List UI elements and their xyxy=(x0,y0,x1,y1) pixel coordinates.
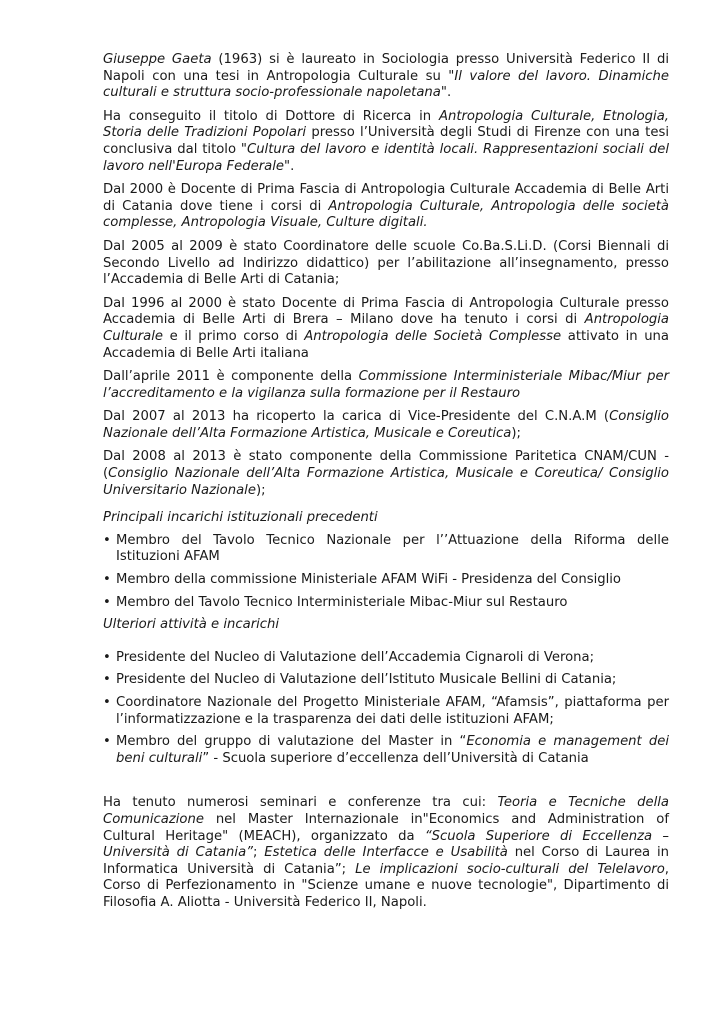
author-name: Giuseppe Gaeta xyxy=(103,52,212,67)
previous-roles-list xyxy=(103,533,669,611)
paragraph-catania-teaching xyxy=(103,182,669,232)
list-item: • Membro del Tavolo Tecnico Interministeriale Mibac-Miur sul Restauro xyxy=(103,595,669,612)
cv-document xyxy=(103,52,669,919)
text-span: Dal 2005 al 2009 è stato Coordinatore delle scuole Co.Ba.S.Li.D. (Corsi Biennali di Secondo Livello ad Indirizzo didattico) per l’abilitazione all’insegnamento, presso l’Accademia di Belle Arti di Catania; xyxy=(103,238,669,288)
course-name: Antropologia Culturale xyxy=(103,312,669,344)
text-span: nel Master Internazionale in"Economics and Administration of Cultural Heritage" (MEACH), organizzato da xyxy=(103,811,669,844)
list-item xyxy=(103,734,669,767)
text-span: ”; xyxy=(334,861,356,877)
section-heading-previous-roles: Principali incarichi istituzionali precedenti xyxy=(103,510,378,526)
council-name: Consiglio Nazionale dell’Alta Formazione Artistica, Musicale e Coreutica/ Consiglio Universitario Nazionale xyxy=(103,466,669,498)
paragraph-brera xyxy=(103,296,669,362)
text-span: . xyxy=(290,158,295,174)
course-name: Antropologia delle Società Complesse xyxy=(304,328,562,344)
phd-subject: Antropologia Culturale, Etnologia, Storia delle Tradizioni Popolari xyxy=(103,108,669,141)
list-item xyxy=(103,650,669,667)
text-span: , Corso di Perfezionamento in "Scienze umane e nuove tecnologie", Dipartimento di Filosofia A. Aliotta - Università Federico II, Napoli. xyxy=(103,861,669,910)
text-span: ” - Scuola superiore d’eccellenza dell’Università di Catania xyxy=(202,750,589,766)
text-span: Ha conseguito il titolo di Dottore di Ricerca in xyxy=(103,108,439,124)
master-name: Economia e management dei beni culturali xyxy=(116,734,669,766)
text-span: Dall’aprile 2011 è componente della xyxy=(103,369,359,385)
text-span: e il primo corso di xyxy=(163,328,305,344)
text-span: ); xyxy=(511,425,521,441)
phd-thesis-title: "Cultura del lavoro e identità locali. Rappresentazioni sociali del lavoro nell'Europa Federale" xyxy=(103,141,669,174)
seminar-title: Le implicazioni socio-culturali del Telelavoro xyxy=(355,861,665,877)
text-span: nel Corso di Laurea in Informatica Università di Catania xyxy=(103,845,669,877)
list-item xyxy=(103,672,669,689)
seminar-title: Teoria e Tecniche della Comunicazione xyxy=(103,795,670,827)
text-span: Membro del gruppo di valutazione del Master in “ xyxy=(116,734,467,750)
courses-list: Antropologia Culturale, Antropologia delle società complesse, Antropologia Visuale, Culture digitali. xyxy=(103,198,669,231)
paragraph-commission-restauro xyxy=(103,369,669,402)
paragraph-seminars xyxy=(103,795,669,911)
text-span: Dal 1996 al 2000 è stato Docente di Prima Fascia di Antropologia Culturale presso Accademia di Belle Arti di Brera – Milano dove ha tenuto i corsi di xyxy=(103,295,669,328)
paragraph-cnam xyxy=(103,409,669,442)
organizer-name: “Scuola Superiore di Eccellenza – Università di Catania” xyxy=(103,828,669,861)
commission-name: Commissione Interministeriale Mibac/Miur per l’accreditamento e la vigilanza sulla formazione per il Restauro xyxy=(103,369,669,401)
text-span: . xyxy=(446,85,452,101)
council-name: Consiglio Nazionale dell’Alta Formazione Artistica, Musicale e Coreutica xyxy=(103,409,669,441)
paragraph-education xyxy=(103,52,669,102)
list-item xyxy=(103,695,669,728)
text-span: Ha tenuto numerosi seminari e conferenze tra cui: xyxy=(103,795,498,811)
other-activities-list xyxy=(103,650,669,768)
text-span: Presidente del Nucleo di Valutazione dell’Istituto Musicale Bellini di Catania; xyxy=(116,672,617,688)
list-item: • Membro della commissione Ministeriale AFAM WiFi - Presidenza del Consiglio xyxy=(103,572,669,589)
section-heading-other-activities: Ulteriori attività e incarichi xyxy=(103,617,280,633)
text-span: Dal 2000 è Docente di Prima Fascia di Antropologia Culturale Accademia di Belle Arti di Catania dove tiene i corsi di xyxy=(103,182,669,214)
paragraph-cobaslid xyxy=(103,239,669,289)
text-span: ); xyxy=(255,482,266,498)
paragraph-phd xyxy=(103,109,669,175)
text-span: ; xyxy=(253,845,265,861)
text-span: (1963) si è laureato in Sociologia presso Università Federico II di Napoli con una tesi in Antropologia Culturale su xyxy=(103,52,669,84)
text-span: Coordinatore Nazionale del Progetto Ministeriale AFAM, “Afamsis”, piattaforma per l’informatizzazione e la trasparenza dei dati delle istituzioni AFAM; xyxy=(116,695,669,727)
list-item: • Membro del Tavolo Tecnico Nazionale per l’’Attuazione della Riforma delle Istituzioni AFAM xyxy=(103,533,669,566)
text-span: Dal 2008 al 2013 è stato componente della Commissione Paritetica CNAM/CUN - ( xyxy=(103,449,669,482)
text-span: Dal 2007 al 2013 ha ricoperto la carica di Vice-Presidente del C.N.A.M ( xyxy=(103,409,610,425)
paragraph-cnam-cun xyxy=(103,449,669,499)
text-span: attivato in una Accademia di Belle Arti italiana xyxy=(103,328,669,361)
seminar-title: Estetica delle Interfacce e Usabilità xyxy=(264,845,508,861)
text-span: Presidente del Nucleo di Valutazione dell’Accademia Cignaroli di Verona; xyxy=(116,649,595,665)
thesis-title: "Il valore del lavoro. Dinamiche culturali e struttura socio-professionale napoletana" xyxy=(103,68,669,101)
text-span: presso l’Università degli Studi di Firenze con una tesi conclusiva dal titolo xyxy=(103,125,669,157)
